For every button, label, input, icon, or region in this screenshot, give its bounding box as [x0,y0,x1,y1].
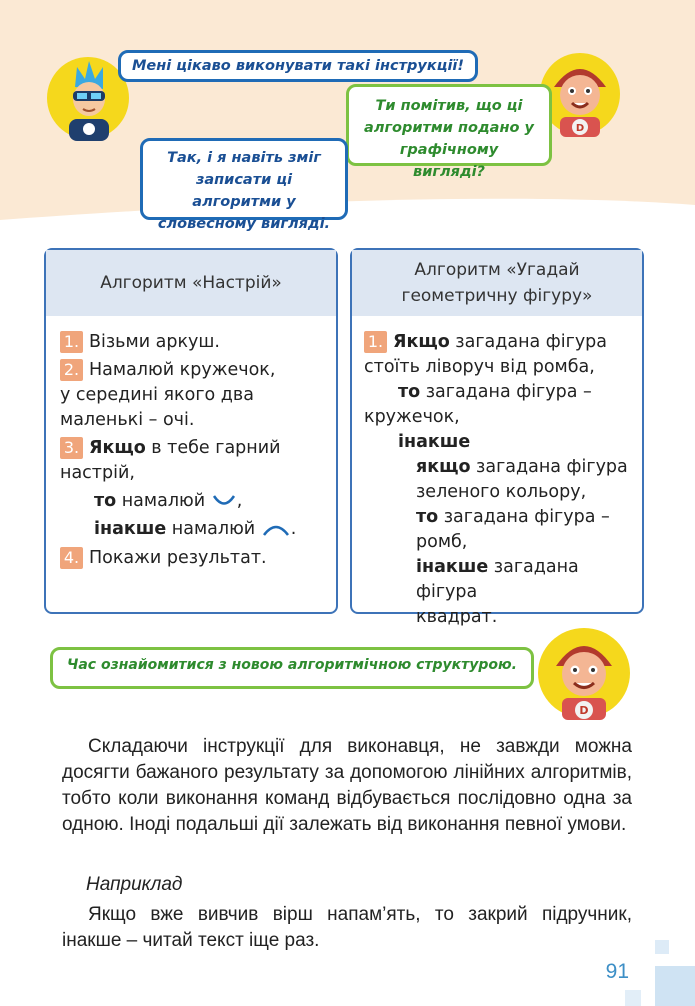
body-paragraph-1 [62,734,632,838]
step-number: 1. [364,331,387,353]
step-text: намалюй [166,519,256,539]
speech-bubble-man-2 [50,647,534,689]
keyword-else: інакше [398,432,471,452]
keyword-if: якщо [416,457,471,477]
man-illustration [540,53,620,135]
smile-arc-icon [211,493,237,509]
boy-avatar [47,57,129,139]
man-illustration-2 [538,628,630,718]
step-text: квадрат. [416,607,498,627]
step-text: кружечок, [364,407,460,427]
speech-man-text: Ти помітив, що ці алгоритми подано у графічному вигляді? [364,98,534,180]
shape-card-title-line2: геометричну фігуру» [401,286,593,306]
body-paragraph-2-text: Якщо вже вивчив вірш напам’ять, то закрий підручник, інакше – читай текст іще раз. [62,904,632,951]
step-text: ромб, [416,532,468,552]
shape-card-title-line1: Алгоритм «Угадай [414,260,580,280]
step-text: Візьми аркуш. [89,332,220,352]
step-text: загадана фігура – [438,507,610,527]
step-text: у середині якого два [60,385,254,405]
step-number: 3. [60,437,83,459]
step-text: загадана фігура [416,557,579,602]
step-text: маленькі – очі. [60,410,195,430]
keyword-else: інакше [94,519,167,539]
step-text: загадана фігура – [420,382,592,402]
step-number: 1. [60,331,83,353]
keyword-then: то [416,507,439,527]
speech-bubble-boy-1 [118,50,478,82]
corner-decoration [655,966,695,1006]
body-paragraph-2 [62,902,632,954]
shape-card-header [352,250,642,316]
svg-text:D: D [579,704,589,717]
boy-illustration [47,57,129,139]
example-label [62,872,656,898]
step-text: намалюй [116,491,206,511]
man-avatar-2 [538,628,630,718]
example-label-text: Наприклад [86,874,183,895]
step-text: стоїть ліворуч від ромба, [364,357,595,377]
mood-card-header [46,250,336,316]
step-number: 4. [60,547,83,569]
step-number: 2. [60,359,83,381]
corner-decoration [655,940,669,954]
speech-boy-1-text: Мені цікаво виконувати такі інструкції! [131,58,465,74]
step-text: загадана фігура [470,457,628,477]
keyword-then: то [94,491,117,511]
step-text: настрій, [60,463,135,483]
frown-arc-icon [261,521,291,537]
speech-bubble-man [346,84,552,180]
man-avatar [540,53,620,135]
step-text: зеленого кольору, [416,482,587,502]
corner-decoration [625,990,641,1006]
algorithm-mood-card [44,248,338,614]
shape-card-body [352,316,642,630]
keyword-else: інакше [416,557,489,577]
svg-text:D: D [575,123,585,134]
speech-man-2-text: Час ознайомитися з новою алгоритмічною структурою. [67,657,517,673]
keyword-if: Якщо [89,438,146,458]
keyword-then: то [398,382,421,402]
step-text: Намалюй кружечок, [89,360,276,380]
page-number: 91 [605,960,629,983]
step-text: загадана фігура [449,332,608,352]
keyword-if: Якщо [393,332,450,352]
speech-bubble-boy-2 [140,138,348,232]
step-text: Покажи результат. [89,548,267,568]
step-text: в тебе гарний [145,438,281,458]
mood-card-body: 1. Візьми аркуш. 2. Намалюй кружечок, у середині якого два маленькі – очі. 3. Якщо в тебе гарний настрій, то намалюй , інакше намалюй . 4. Покажи результат. [46,316,336,571]
mood-card-title: Алгоритм «Настрій» [100,273,282,293]
algorithm-shape-card [350,248,644,627]
body-paragraph-1-text: Складаючи інструкції для виконавця, не завжди можна досягти бажаного результату за допомогою лінійних алгоритмів, тобто коли виконання команд відбувається послідовно одна за одною. Іноді подальші дії залежать від виконання певної умови. [62,736,632,835]
speech-boy-2-text: Так, і я навіть зміг записати ці алгоритми у словесному вигляді. [157,150,331,232]
